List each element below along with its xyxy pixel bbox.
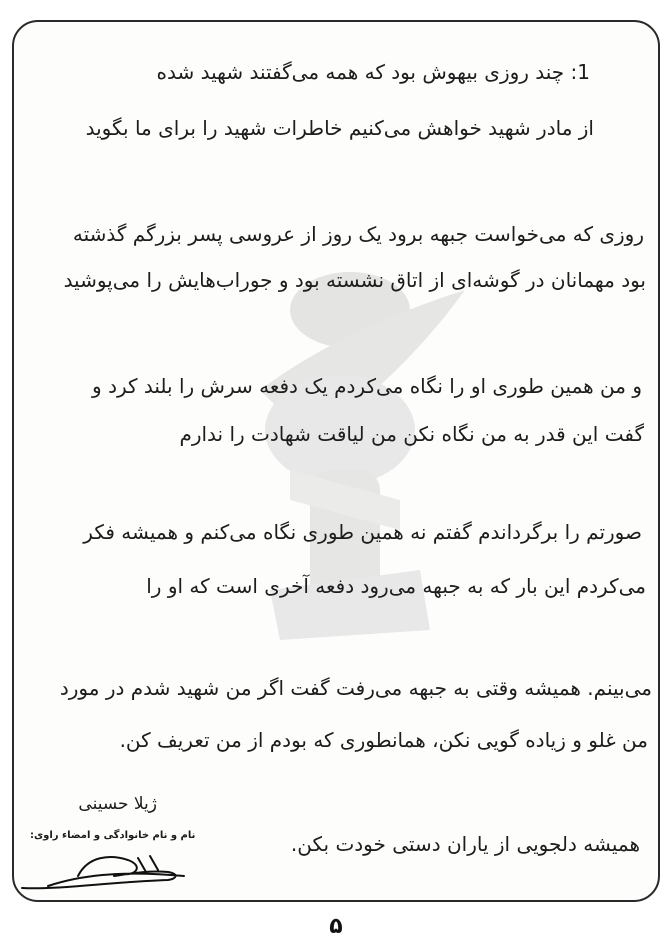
- page-number: ۵: [329, 914, 343, 939]
- text-line-4: بود مهمانان در گوشه‌ای از اتاق نشسته بود و جوراب‌هایش را می‌پوشید: [63, 268, 646, 292]
- text-line-5: و من همین طوری او را نگاه می‌کردم یک دفعه سرش را بلند کرد و: [92, 374, 642, 398]
- signature-label: نام و نام خانوادگی و امضاء راوی:: [30, 830, 196, 841]
- narrator-name: ژیلا حسینی: [78, 794, 157, 814]
- text-line-9: می‌بینم. همیشه وقتی به جبهه می‌رفت گفت اگر من شهید شدم در مورد: [59, 676, 652, 700]
- text-line-8: می‌کردم این بار که به جبهه می‌رود دفعه آخری است که او را: [146, 574, 646, 598]
- text-line-3: روزی که می‌خواست جبهه برود یک روز از عروسی پسر بزرگم گذشته: [72, 222, 644, 246]
- text-line-1: 1: چند روزی بیهوش بود که همه می‌گفتند شهید شده: [156, 60, 590, 84]
- text-line-6: گفت این قدر به من نگاه نکن من لیاقت شهادت را ندارم: [179, 422, 644, 446]
- text-line-11: همیشه دلجویی از یاران دستی خودت بکن.: [290, 832, 640, 856]
- text-line-2: از مادر شهید خواهش می‌کنیم خاطرات شهید را برای ما بگوید: [85, 116, 594, 140]
- text-line-10: من غلو و زیاده گویی نکن، همانطوری که بودم از من تعریف کن.: [119, 728, 648, 752]
- text-line-7: صورتم را برگرداندم گفتم نه همین طوری نگاه می‌کنم و همیشه فکر: [83, 520, 642, 544]
- signature: [18, 846, 188, 896]
